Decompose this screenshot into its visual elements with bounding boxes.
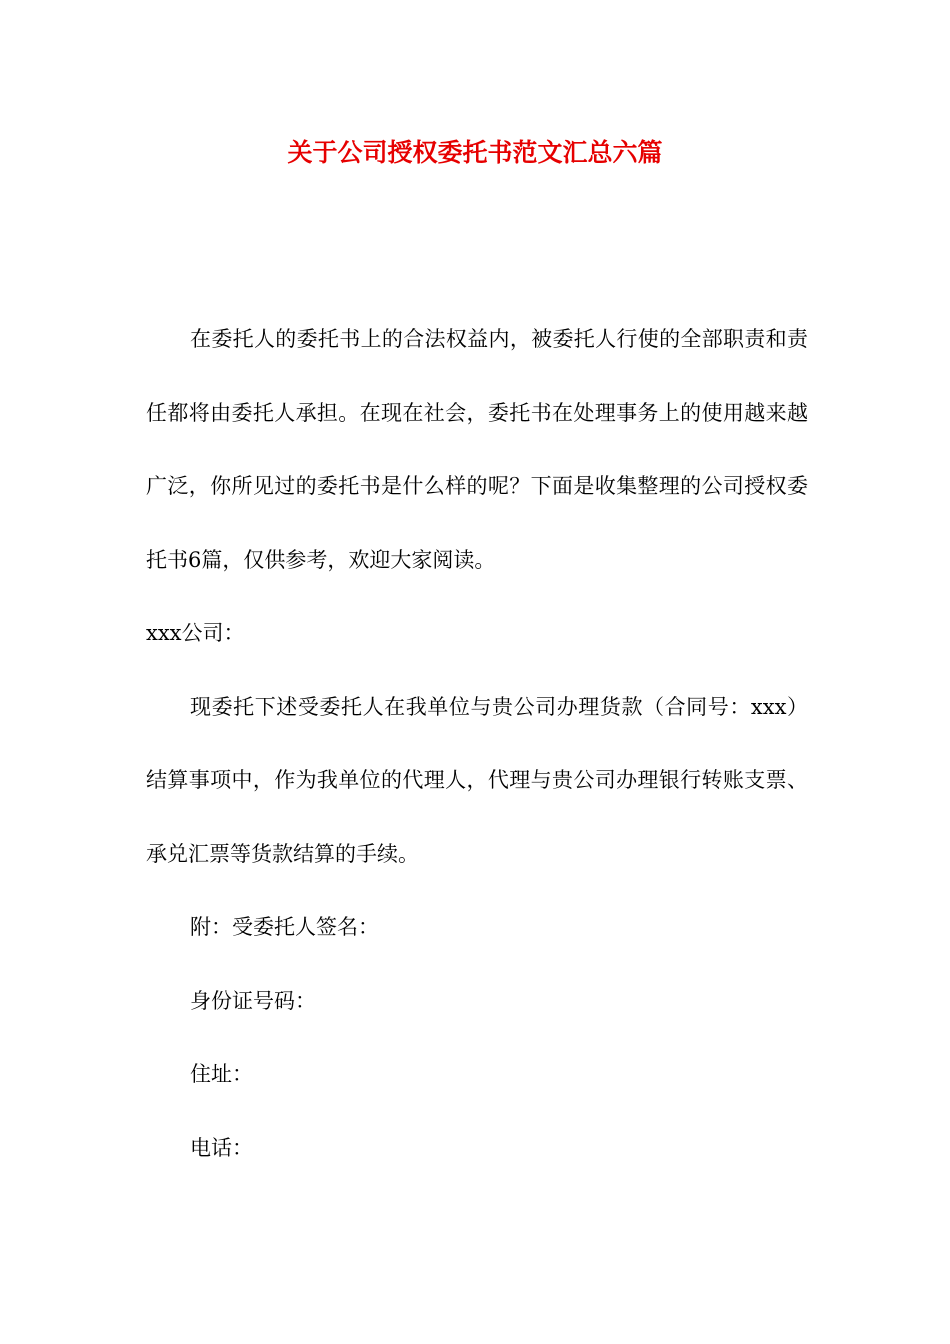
attachment-signature-line: 附：受委托人签名：: [190, 915, 379, 939]
document-body: [146, 303, 808, 1185]
phone-line: 电话：: [190, 1135, 253, 1160]
intro-paragraph: 在委托人的委托书上的合法权益内，被委托人行使的全部职责和责任都将由委托人承担。在现在社会，委托书在处理事务上的使用越来越广泛，你所见过的委托书是什么样的呢？下面是收集整理的公司授权委托书6篇，仅供参考，欢迎大家阅读。: [146, 327, 808, 572]
address-line: 住址：: [190, 1062, 253, 1086]
addressee-line: xxx公司：: [146, 621, 245, 645]
id-number-line: 身份证号码：: [190, 988, 316, 1013]
entrust-paragraph: 现委托下述受委托人在我单位与贵公司办理货款（合同号：xxx）结算事项中，作为我单位的代理人，代理与贵公司办理银行转账支票、承兑汇票等货款结算的手续。: [146, 694, 808, 866]
document-title: 关于公司授权委托书范文汇总六篇: [287, 138, 663, 167]
